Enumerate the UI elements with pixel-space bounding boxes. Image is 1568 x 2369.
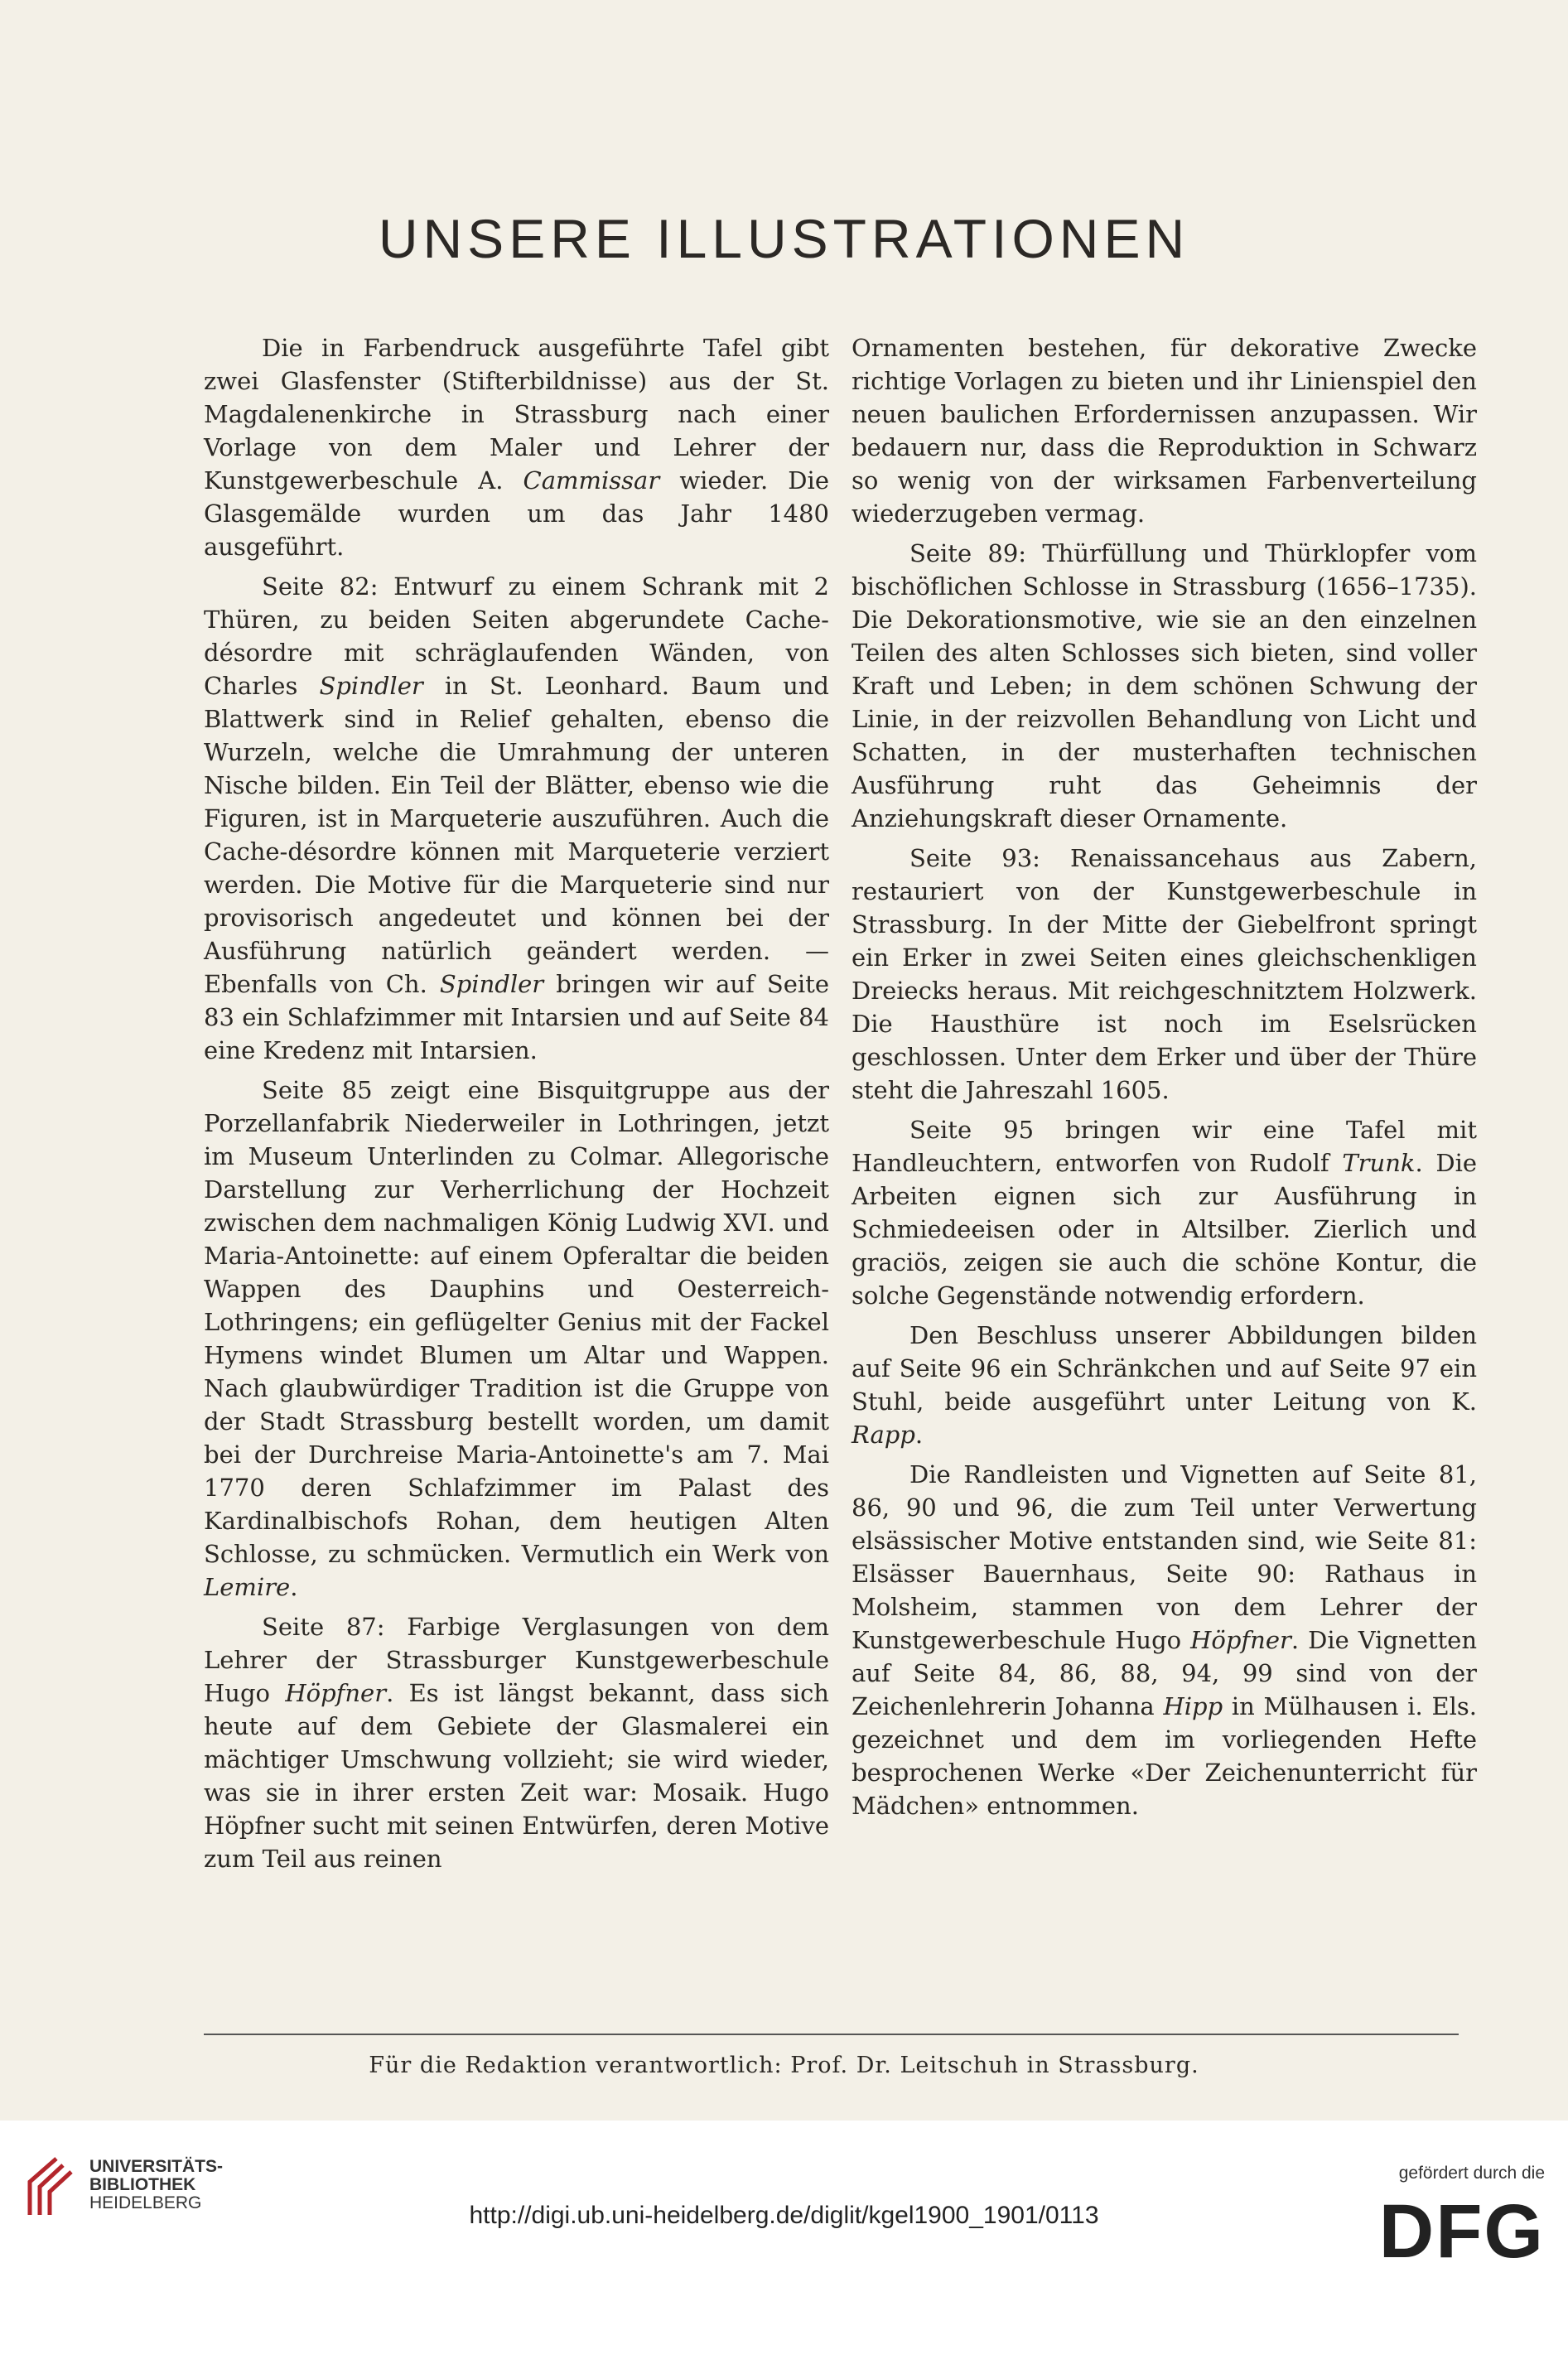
- paragraph-text: .: [290, 1573, 298, 1601]
- paragraph: [852, 537, 1477, 835]
- paragraph-text: Seite 93: Renaissancehaus aus Zabern, restauriert von der Kunstgewerbeschule in Strassburg. In der Mitte der Giebelfront springt ein Erker in zwei Seiten eines gleichschenkligen Dreiecks heraus. Mit reichgeschnitztem Holzwerk. Die Hausthüre ist noch im Eselsrücken geschlossen. Unter dem Erker und über der Thüre steht die Jahreszahl 1605.: [852, 844, 1477, 1104]
- text-column-right: [852, 331, 1477, 1829]
- italic-name: Spindler: [439, 970, 544, 998]
- permalink-url[interactable]: http://digi.ub.uni-heidelberg.de/diglit/kgel1900_1901/0113: [469, 2202, 1099, 2229]
- paragraph-text: Seite 89: Thürfüllung und Thürklopfer vom bischöflichen Schlosse in Strassburg (1656–1735). Die Dekorationsmotive, wie sie an den einzelnen Teilen des alten Schlosses sich bieten, sind voller Kraft und Leben; in dem schönen Schwung der Linie, in der reizvollen Behandlung von Licht und Schatten, in der musterhaften technischen Ausführung ruht das Geheimnis der Anziehungskraft dieser Ornamente.: [852, 539, 1477, 832]
- paragraph-text: Den Beschluss unserer Abbildungen bilden auf Seite 96 ein Schränkchen und auf Seite 97 ein Stuhl, beide ausgeführt unter Leitung von K.: [852, 1321, 1477, 1416]
- paragraph-text: in St. Leonhard. Baum und Blattwerk sind in Relief gehalten, ebenso die Wurzeln, welche die Umrahmung der unteren Nische bilden. Ein Teil der Blätter, ebenso wie die Figuren, ist in Marqueterie auszuführen. Auch die Cache-désordre können mit Marqueterie verziert werden. Die Motive für die Marqueterie sind nur provisorisch angedeutet und können bei der Ausführung natürlich geändert werden. — Ebenfalls von Ch.: [204, 672, 829, 998]
- paragraph: [852, 1319, 1477, 1451]
- paragraph: [852, 1113, 1477, 1312]
- paragraph-text: Seite 82: Entwurf zu einem Schrank mit 2 Thüren, zu beiden Seiten abgerundete Cache-désordre mit schräglaufenden Wänden, von Charles: [204, 572, 829, 700]
- italic-name: Hipp: [1163, 1692, 1223, 1720]
- paragraph-text: . Es ist längst bekannt, dass sich heute auf dem Gebiete der Glasmalerei ein mächtiger Umschwung vollzieht; sie wird wieder, was sie in ihrer ersten Zeit war: Mosaik. Hugo Höpfner sucht mit seinen Entwürfen, deren Motive zum Teil aus reinen: [204, 1679, 829, 1873]
- library-name-line1: UNIVERSITÄTS-: [89, 2157, 224, 2176]
- paragraph: [204, 331, 829, 563]
- paragraph: [852, 1458, 1477, 1822]
- paragraph-text: Seite 95 bringen wir eine Tafel mit Handleuchtern, entworfen von Rudolf: [852, 1116, 1477, 1177]
- paragraph-text: in Mülhausen i. Els. gezeichnet und dem im vorliegenden Hefte besprochenen Werke «Der Zeichenunterricht für Mädchen» entnommen.: [852, 1692, 1478, 1820]
- viewer-footer-bar: [0, 2121, 1568, 2369]
- paragraph: [852, 842, 1477, 1107]
- paragraph-text: . Die Vignetten auf Seite 84, 86, 88, 94, 99 sind von der Zeichenlehrerin Johanna: [852, 1626, 1477, 1720]
- italic-name: Höpfner: [285, 1679, 387, 1707]
- paragraph-text: bringen wir auf Seite 83 ein Schlafzimmer mit Intarsien und auf Seite 84 eine Kredenz mit Intarsien.: [204, 970, 829, 1064]
- paragraph-text: Seite 87: Farbige Verglasungen von dem Lehrer der Strassburger Kunstgewerbeschule Hugo: [204, 1613, 829, 1707]
- italic-name: Höpfner: [1190, 1626, 1291, 1654]
- dfg-logo[interactable]: DFG: [1378, 2189, 1545, 2274]
- paragraph-text: Seite 85 zeigt eine Bisquitgruppe aus der Porzellanfabrik Niederweiler in Lothringen, jetzt im Museum Unterlinden zu Colmar. Allegorische Darstellung zur Verherrlichung der Hochzeit zwischen dem nachmaligen König Ludwig XVI. und Maria-Antoinette: auf einem Opferaltar die beiden Wappen des Dauphins und Oesterreich-Lothringens; ein geflügelter Genius mit der Fackel Hymens windet Blumen um Altar und Wappen. Nach glaubwürdiger Tradition ist die Gruppe von der Stadt Strassburg bestellt worden, um damit bei der Durchreise Maria-Antoinette's am 7. Mai 1770 deren Schlafzimmer im Palast des Kardinalbischofs Rohan, dem heutigen Alten Schlosse, zu schmücken. Vermutlich ein Werk von: [204, 1076, 829, 1568]
- paragraph-text: . Die Arbeiten eignen sich zur Ausführung in Schmiedeeisen oder in Altsilber. Zierlich und graciös, zeigen sie auch die schöne Kontur, die solche Gegenstände notwendig erfordern.: [852, 1149, 1478, 1310]
- paragraph-text: Die in Farbendruck ausgeführte Tafel gibt zwei Glasfenster (Stifterbildnisse) aus der St. Magdalenenkirche in Strassburg nach einer Vorlage von dem Maler und Lehrer der Kunstgewerbeschule A.: [204, 334, 829, 495]
- text-column-left: [204, 331, 829, 1882]
- paragraph: [852, 331, 1477, 530]
- paragraph: [204, 570, 829, 1067]
- italic-name: Trunk: [1342, 1149, 1416, 1177]
- paragraph-text: .: [914, 1421, 924, 1449]
- paragraph-text: wieder. Die Glasgemälde wurden um das Jahr 1480 ausgeführt.: [204, 466, 829, 561]
- page-title: UNSERE ILLUSTRATIONEN: [378, 208, 1190, 269]
- paragraph-text: Die Randleisten und Vignetten auf Seite 81, 86, 90 und 96, die zum Teil unter Verwertung elsässischer Motive entstanden sind, wie Seite 81: Elsässer Bauernhaus, Seite 90: Rathaus in Molsheim, stammen von dem Lehrer der Kunstgewerbeschule Hugo: [852, 1460, 1477, 1654]
- library-name-line3: HEIDELBERG: [89, 2193, 202, 2212]
- italic-name: Lemire: [204, 1573, 291, 1601]
- italic-name: Cammissar: [523, 466, 660, 495]
- footer-divider: [204, 2034, 1459, 2035]
- library-name-line2: BIBLIOTHEK: [89, 2175, 196, 2194]
- paragraph-text: Ornamenten bestehen, für dekorative Zwecke richtige Vorlagen zu bieten und ihr Linienspiel den neuen baulichen Erfordernissen anzupassen. Wir bedauern nur, dass die Reproduktion in Schwarz so wenig von der wirksamen Farbenverteilung wiederzugeben vermag.: [852, 334, 1477, 528]
- italic-name: Spindler: [319, 672, 423, 700]
- funding-caption: gefördert durch die: [1398, 2164, 1545, 2183]
- paragraph: [204, 1610, 829, 1875]
- paragraph: [204, 1074, 829, 1604]
- editor-note: Für die Redaktion verantwortlich: Prof. Dr. Leitschuh in Strassburg.: [369, 2053, 1199, 2078]
- italic-name: Rapp: [852, 1421, 915, 1449]
